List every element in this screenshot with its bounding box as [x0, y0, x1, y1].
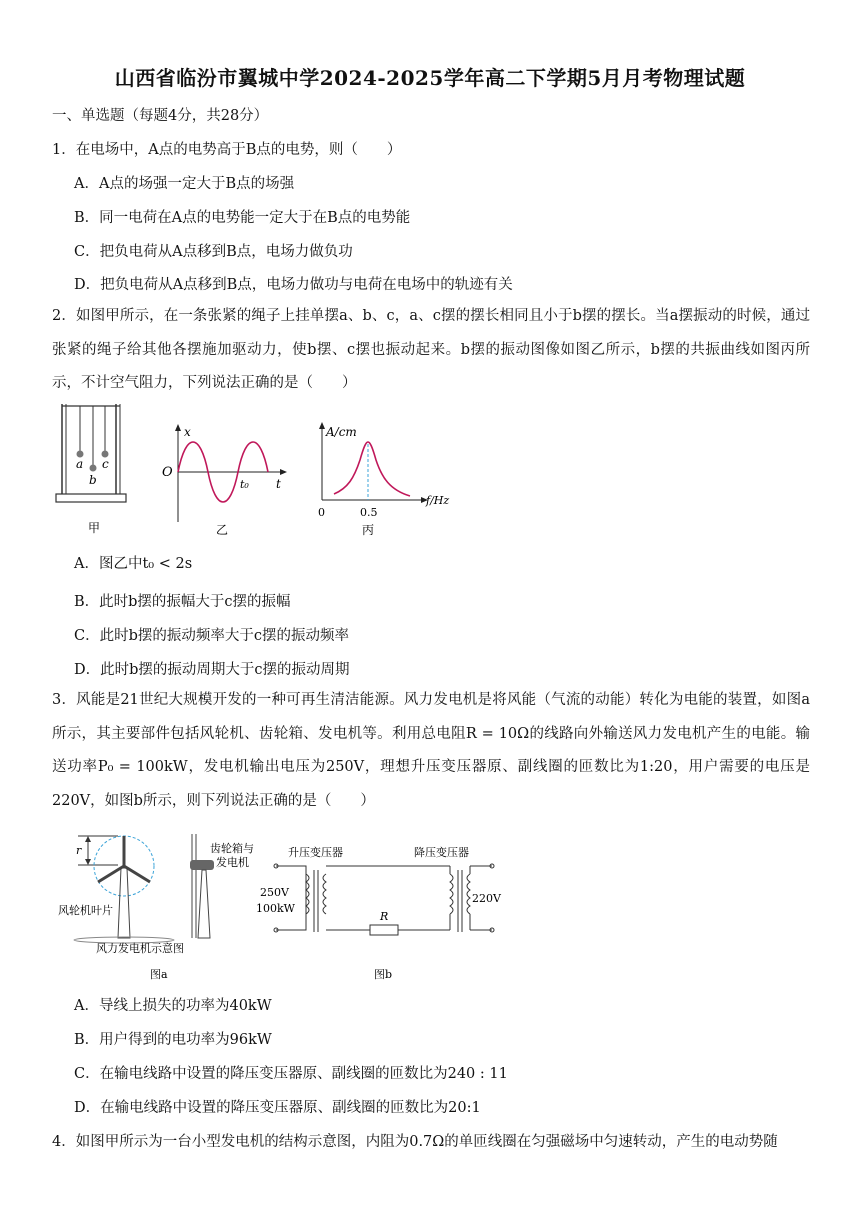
q2-option-a: A．图乙中t₀ < 2s — [74, 556, 193, 572]
gearbox — [190, 860, 214, 870]
label-gearbox-2: 发电机 — [216, 856, 249, 869]
label-220v: 220V — [472, 892, 501, 905]
resonance-curve-graph — [304, 418, 456, 540]
pendulum-b-bob — [90, 465, 97, 472]
label-f-hz: f/Hz — [426, 494, 450, 507]
label-step-up: 升压变压器 — [288, 846, 343, 859]
label-250v: 250V — [260, 886, 289, 899]
wind-turbine-figure — [52, 830, 272, 990]
q3-option-d: D．在输电线路中设置的降压变压器原、副线圈的匝数比为20:1 — [74, 1100, 481, 1116]
caption-jia: 甲 — [88, 521, 101, 535]
q3-stem: 3．风能是21世纪大规模开发的一种可再生清洁能源。风力发电机是将风能（气流的动能）转化为电能的装置，如图a所示，其主要部件包括风轮机、齿轮箱、发电机等。利用总电阻R = 10Ω的线路向外输送风力发电机产生的电能。输送功率P₀ = 100kW，发电机输出电压为250V，理想升压变压器原、副线圈的匝数比为1:20，用户需要的电压是220V，如图b所示，则下列说法正确的是（ ） — [52, 692, 810, 809]
transmission-circuit-figure — [252, 840, 502, 982]
label-c: c — [102, 457, 109, 471]
pendulum-figure — [52, 402, 132, 538]
line-resistor — [370, 925, 398, 935]
q1-stem: 1．在电场中，A点的电势高于B点的电势，则（ ） — [52, 142, 402, 158]
resonance-curve — [334, 442, 410, 496]
label-gearbox-1: 齿轮箱与 — [210, 842, 254, 855]
page-title: 山西省临汾市翼城中学2024-2025学年高二下学期5月月考物理试题 — [114, 66, 746, 90]
q1-option-a: A．A点的场强一定大于B点的场强 — [74, 176, 295, 192]
caption-fig-b: 图b — [374, 968, 393, 981]
vibration-graph — [158, 422, 288, 540]
section-heading: 一、单选题（每题4分，共28分） — [52, 108, 269, 124]
label-zero: 0 — [318, 506, 325, 519]
label-O: O — [162, 465, 173, 480]
q1-option-d: D．把负电荷从A点移到B点，电场力做功与电荷在电场中的轨迹有关 — [74, 277, 513, 293]
q2-option-d: D．此时b摆的振动周期大于c摆的振动周期 — [74, 662, 350, 678]
label-r: r — [76, 844, 82, 857]
label-R: R — [380, 910, 389, 923]
label-blade: 风轮机叶片 — [58, 904, 113, 917]
q2-stem: 2．如图甲所示，在一条张紧的绳子上挂单摆a、b、c，a、c摆的摆长相同且小于b摆的摆长。当a摆振动的时候，通过张紧的绳子给其他各摆施加驱动力，使b摆、c摆也振动起来。b摆的振动图像如图乙所示，b摆的共振曲线如图丙所示，不计空气阻力，下列说法正确的是（ ） — [52, 308, 810, 391]
q2-option-b: B．此时b摆的振幅大于c摆的振幅 — [74, 594, 291, 610]
label-diagram: 风力发电机示意图 — [96, 942, 184, 955]
label-step-down: 降压变压器 — [414, 846, 469, 859]
caption-fig-a: 图a — [150, 968, 168, 981]
label-x: x — [184, 425, 191, 439]
label-a: a — [76, 457, 84, 471]
label-100kw: 100kW — [256, 902, 295, 915]
label-half: 0.5 — [360, 506, 378, 519]
caption-yi: 乙 — [216, 523, 229, 537]
q1-option-b: B．同一电荷在A点的电势能一定大于在B点的电势能 — [74, 210, 411, 226]
label-A-cm: A/cm — [326, 425, 357, 439]
label-t0: t₀ — [240, 478, 249, 491]
caption-bing: 丙 — [362, 523, 375, 537]
q1-option-c: C．把负电荷从A点移到B点，电场力做负功 — [74, 244, 353, 260]
label-b: b — [89, 473, 97, 487]
q3-option-a: A．导线上损失的功率为40kW — [74, 998, 272, 1014]
q3-option-c: C．在输电线路中设置的降压变压器原、副线圈的匝数比为240 : 11 — [74, 1066, 508, 1082]
q3-option-b: B．用户得到的电功率为96kW — [74, 1032, 272, 1048]
q4-stem: 4．如图甲所示为一台小型发电机的结构示意图，内阻为0.7Ω的单匝线圈在匀强磁场中匀速转动，产生的电动势随 — [52, 1134, 778, 1150]
label-t: t — [276, 477, 281, 491]
q2-option-c: C．此时b摆的振动频率大于c摆的振动频率 — [74, 628, 349, 644]
